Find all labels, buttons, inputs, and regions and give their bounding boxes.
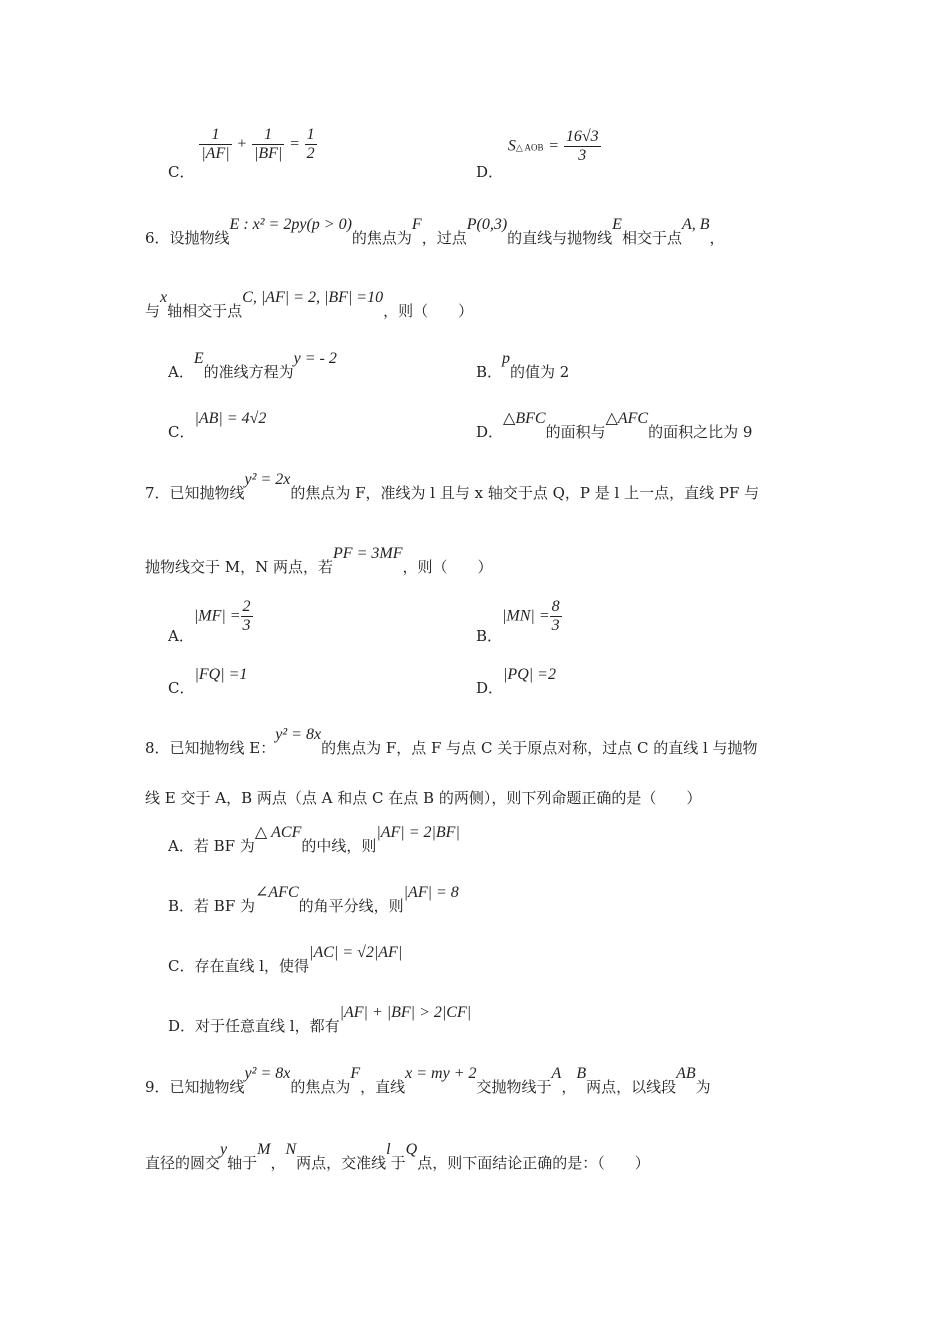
fraction-8-3: $\frac{8}{3}$ [551, 598, 560, 634]
fraction-1-2: $\frac{1}{2}$ [306, 126, 315, 162]
fraction-2-3: $\frac{2}{3}$ [242, 598, 251, 634]
q7-option-b: B．|MN| = $\frac{8}{3}$ [476, 598, 560, 645]
q6-option-c: C．|AB| = 4√2 [168, 410, 267, 441]
q7-option-c: C．|FQ| =1 [168, 666, 248, 697]
q8-option-a: A．若 BF 为△ ACF的中线，则|AF| = 2|BF| [168, 824, 460, 855]
q7-line-1: 7．已知抛物线y² = 2x的焦点为 F，准线为 l 且与 x 轴交于点 Q，P 是 l 上一点，直线 PF 与 [145, 471, 760, 502]
q6-line-1: 6．设抛物线E : x² = 2py(p > 0)的焦点为F，过点P(0,3)的直线与抛物线E相交于点A, B， [145, 216, 725, 247]
q9-line-2: 直径的圆交y轴于M，N两点，交准线l于Q点，则下面结论正确的是：（ ） [145, 1141, 650, 1172]
q8-option-b: B．若 BF 为∠AFC的角平分线，则|AF| = 8 [168, 884, 459, 915]
fraction-16-sqrt3-3: $\frac{16√3}{3}$ [565, 128, 599, 164]
q5-option-c: C． $\frac{1}{|AF|}$ + $\frac{1}{|BF|}$ = $\frac{1}{2}$ [168, 126, 315, 181]
q8-line-2: 线 E 交于 A，B 两点（点 A 和点 C 在点 B 的两侧），则下列命题正确的是（ ） [145, 789, 702, 807]
fraction-1-af: $\frac{1}{|AF|}$ [201, 126, 230, 162]
fraction-1-bf: $\frac{1}{|BF|}$ [253, 126, 283, 162]
q5-option-d: D． S△ AOB = $\frac{16√3}{3}$ [476, 128, 599, 181]
q7-option-a: A．|MF| = $\frac{2}{3}$ [168, 598, 251, 645]
q9-line-1: 9．已知抛物线y² = 8x的焦点为F，直线x = my + 2交抛物线于A，B两点，以线段AB为 [145, 1065, 711, 1096]
q8-option-c: C．存在直线 l，使得|AC| = √2|AF| [168, 944, 403, 975]
q6-line-2: 与x轴相交于点C, |AF| = 2, |BF| =10，则（ ） [145, 289, 474, 320]
q7-option-d: D．|PQ| =2 [476, 666, 556, 697]
q7-line-2: 抛物线交于 M，N 两点，若PF = 3MF，则（ ） [145, 545, 493, 576]
q8-line-1: 8．已知抛物线 E：y² = 8x的焦点为 F，点 F 与点 C 关于原点对称，过点 C 的直线 l 与抛物 [145, 726, 758, 757]
q6-option-a: A．E的准线方程为y = - 2 [168, 350, 337, 381]
q8-option-d: D．对于任意直线 l，都有|AF| + |BF| > 2|CF| [168, 1004, 472, 1035]
q6-option-b: B．p的值为 2 [476, 350, 570, 381]
q6-option-d: D．△BFC的面积与△AFC的面积之比为 9 [476, 410, 753, 441]
